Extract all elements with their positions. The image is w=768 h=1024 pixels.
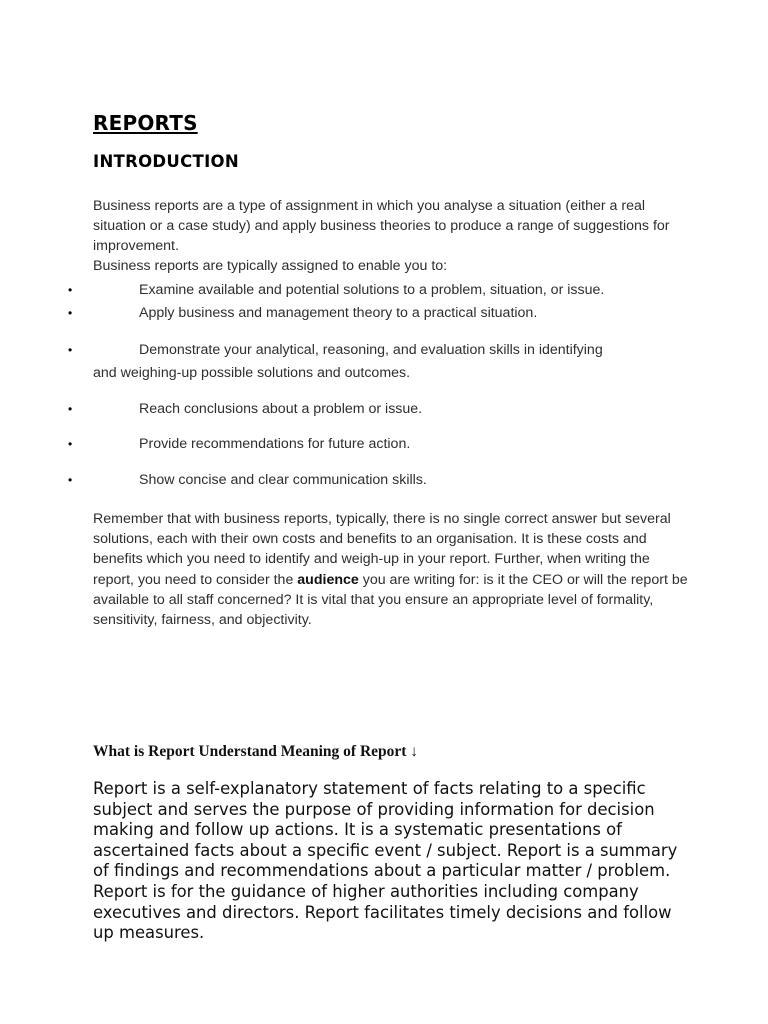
list-item-text: Reach conclusions about a problem or issue. — [139, 401, 423, 417]
bullet-icon: • — [68, 306, 73, 320]
list-item-continuation: and weighing-up possible solutions and outcomes. — [93, 364, 411, 381]
bullet-icon: • — [68, 343, 73, 357]
list-item — [68, 469, 693, 492]
section-heading-what-is-report: What is Report Understand Meaning of Report ↓ — [93, 743, 419, 760]
list-item-text: Apply business and management theory to a practical situation. — [139, 305, 538, 321]
page-title: REPORTS — [93, 111, 198, 135]
intro-paragraph: Business reports are a type of assignment in which you analyse a situation (either a real situation or a case study) and apply business theories to produce a range of suggestions for improvement. — [93, 198, 670, 255]
list-item-text: Show concise and clear communication skills. — [139, 472, 427, 488]
list-item-text: Provide recommendations for future action. — [139, 436, 411, 452]
list-item — [68, 398, 693, 421]
list-item — [68, 302, 693, 325]
bullet-icon: • — [68, 437, 73, 451]
remember-paragraph: Remember that with business reports, typically, there is no single correct answer but several solutions, each with their own costs and benefits to an organisation. It is these costs and benefits which you need to identify and weigh-up in your report. Further, when writing the report, you need to consider the audience you are writing for: is it the CEO or will the report be available to all staff concerned? It is vital that you ensure an appropriate level of formality, sensitivity, fairness, and objectivity. — [93, 511, 688, 629]
list-item — [68, 279, 693, 302]
definition-paragraph: Report is a self-explanatory statement of facts relating to a specific subject and serves the purpose of providing information for decision making and follow up actions. It is a systematic presentations of ascertained facts about a specific event / subject. Report is a summary of findings and recommendations about a particular matter / problem. Report is for the guidance of higher authorities including company executives and directors. Report facilitates timely decisions and follow up measures. — [93, 779, 678, 943]
bullet-icon: • — [68, 283, 73, 297]
bullet-icon: • — [68, 473, 73, 487]
assigned-line: Business reports are typically assigned to enable you to: — [93, 258, 448, 274]
bullet-icon: • — [68, 402, 73, 416]
list-item — [68, 433, 693, 456]
emphasis-audience: audience — [297, 571, 359, 588]
section-heading-introduction: INTRODUCTION — [93, 152, 239, 171]
list-item-text: Demonstrate your analytical, reasoning, and evaluation skills in identifying — [139, 342, 603, 358]
list-item — [68, 339, 693, 384]
list-item-text: Examine available and potential solutions to a problem, situation, or issue. — [139, 282, 605, 298]
